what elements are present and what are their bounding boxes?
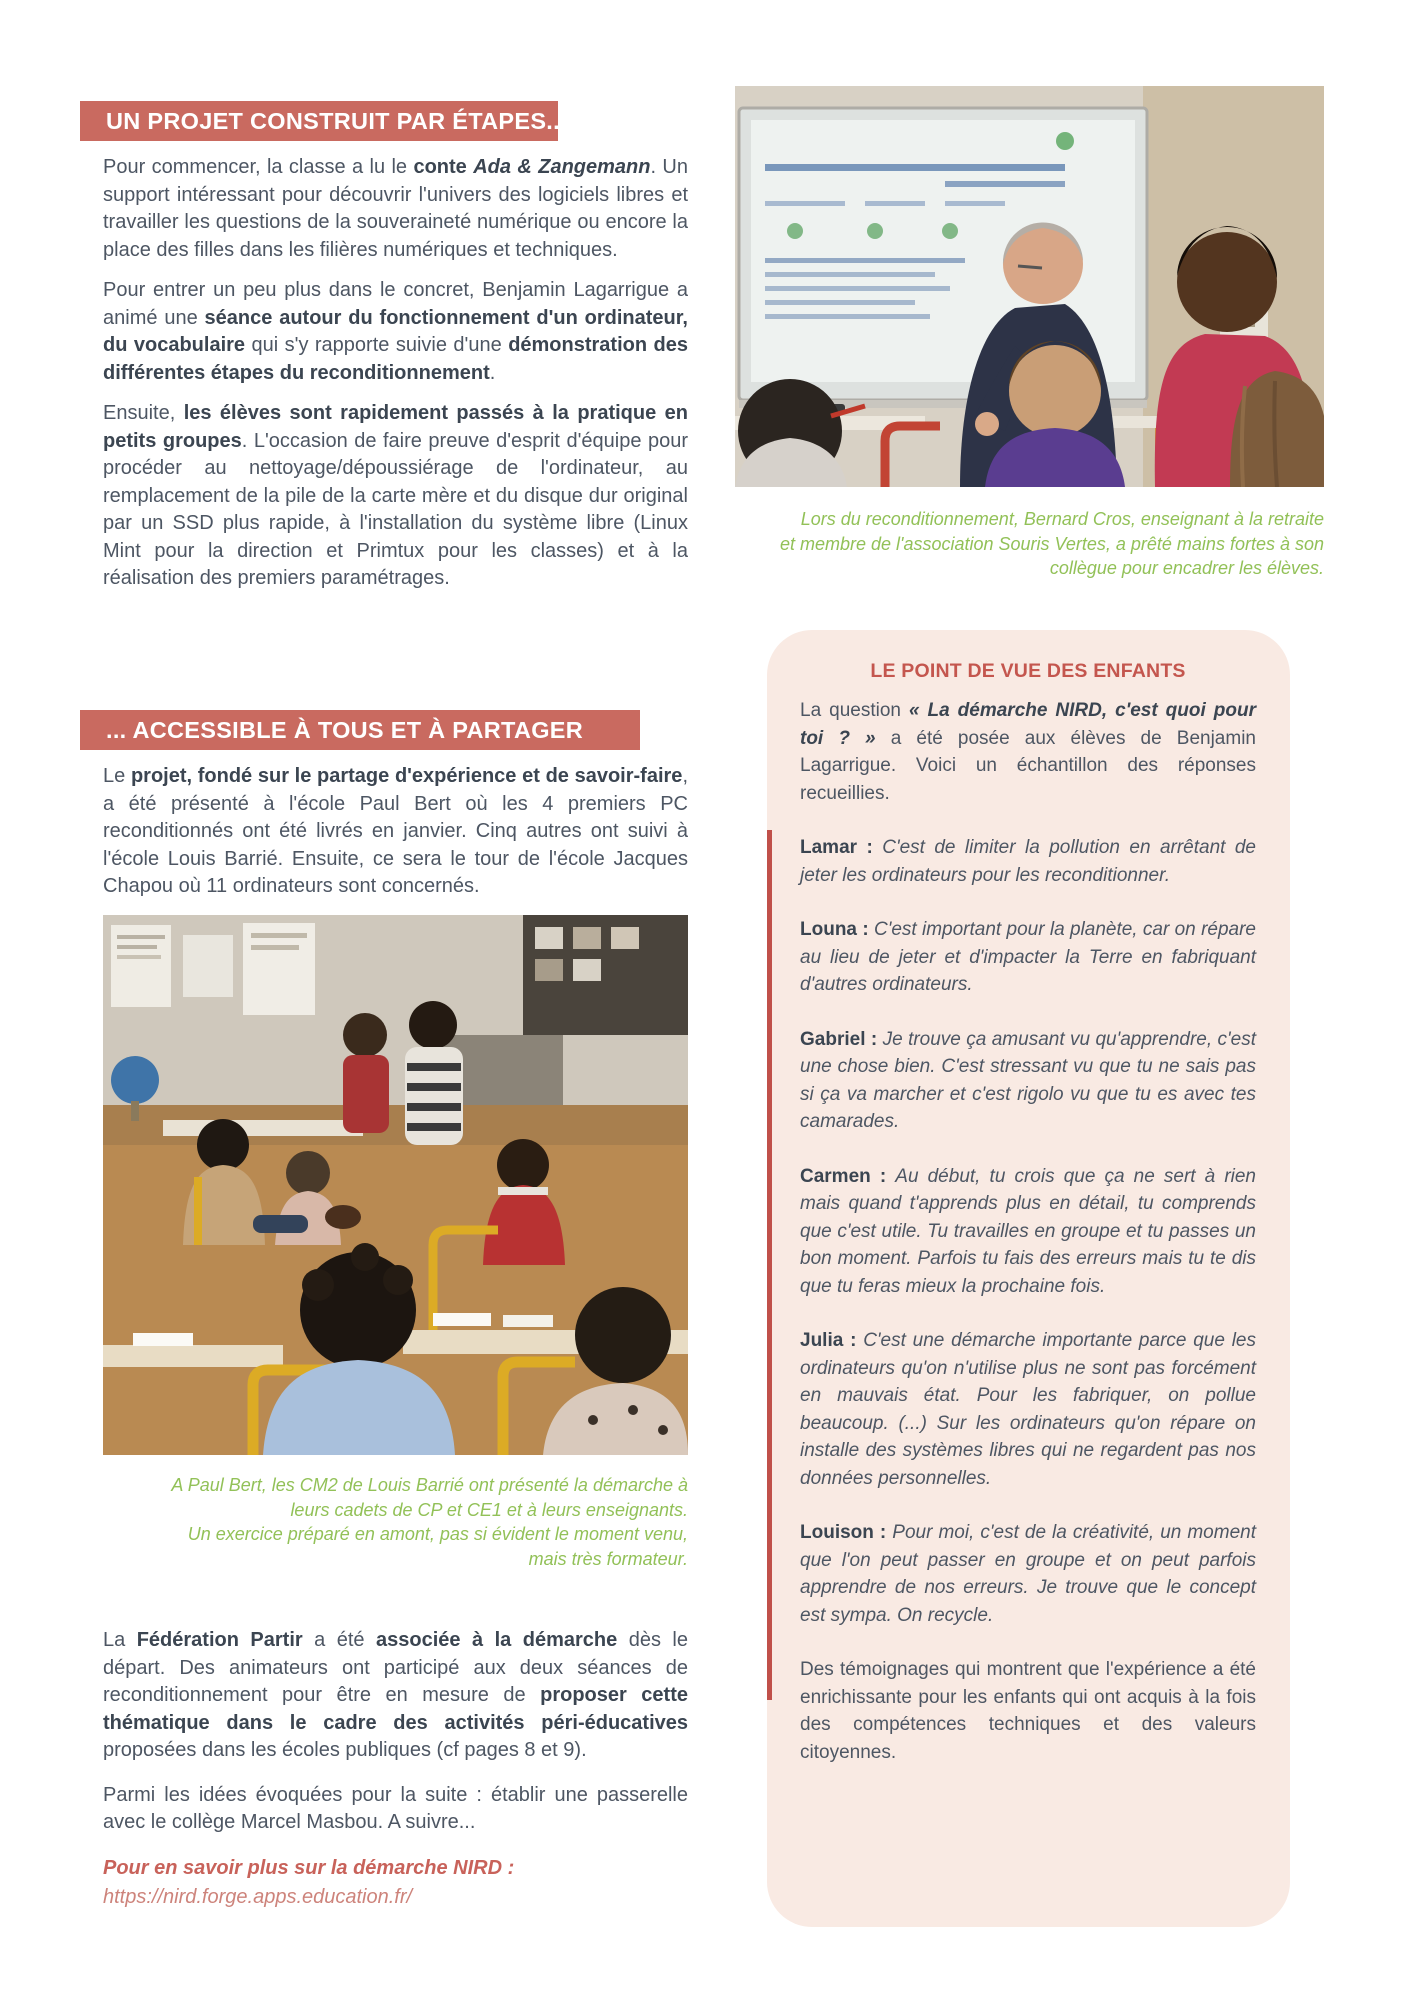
- quote-text: C'est important pour la planète, car on répare au lieu de jeter et d'impacter la Terre en fabriquant d'autres ordinateurs.: [800, 919, 1256, 995]
- quote-text: C'est une démarche importante parce que les ordinateurs qu'on n'utilise plus ne sont pas forcément en mauvais état. Pour les fabriquer, on pollue beaucoup. (...) Sur les ordinateurs qu'on répare on installe des systèmes libres qui ne regardent pas nos données personnelles.: [800, 1330, 1256, 1489]
- caption-line: et membre de l'association Souris Vertes, a prêté mains fortes à son: [779, 533, 1324, 554]
- quote-text: Au début, tu crois que ça ne sert à rien mais quand t'apprends plus en détail, tu comprends que c'est utile. Tu travailles en groupe et tu passes un bon moment. Parfois tu fais des erreurs mais tu te dis que tu feras mieux la prochaine fois.: [800, 1165, 1257, 1297]
- caption-line: Lors du reconditionnement, Bernard Cros, enseignant à la retraite: [800, 509, 1324, 529]
- quote-text: C'est de limiter la pollution en arrêtant de jeter les ordinateurs pour les reconditionner.: [800, 837, 1256, 886]
- workshop-illustration: [735, 86, 1324, 487]
- caption-line: collègue pour encadrer les élèves.: [1049, 558, 1324, 578]
- quote-separator: :: [865, 1028, 883, 1050]
- more-info-block: [103, 1854, 688, 1912]
- caption-line: mais très formateur.: [528, 1548, 688, 1569]
- quote-separator: :: [843, 1330, 864, 1351]
- quote-carmen: [800, 1163, 1256, 1301]
- reconditioning-workshop-photo: [735, 86, 1324, 487]
- quote-accent-bar: [767, 830, 772, 1700]
- paragraph-partage: Le projet, fondé sur le partage d'expérience et de savoir-faire, a été présenté à l'école Paul Bert où les 4 premiers PC reconditionnés ont été livrés en janvier. Cinq autres ont suivi à l'école Louis Barrié. Ensuite, ce sera le tour de l'école Jacques Chapou où 11 ordinateurs sont concernés.: [103, 765, 688, 897]
- caption-line: A Paul Bert, les CM2 de Louis Barrié ont présenté la démarche à: [171, 1475, 688, 1495]
- paragraph-suite: Parmi les idées évoquées pour la suite : établir une passerelle avec le collège Marcel Masbou. A suivre...: [103, 1783, 688, 1833]
- quote-julia: [800, 1327, 1256, 1492]
- quote-author: Carmen: [800, 1165, 871, 1187]
- quote-author: Gabriel: [800, 1028, 866, 1050]
- box-title: LE POINT DE VUE DES ENFANTS: [870, 660, 1186, 682]
- section-projet: [80, 101, 688, 593]
- quote-separator: :: [857, 837, 883, 858]
- paragraph-federation: La Fédération Partir a été associée à la démarche dès le départ. Des animateurs ont participé aux deux séances de reconditionnement pour être en mesure de proposer cette thématique dans le cadre des activités péri-éducatives proposées dans les écoles publiques (cf pages 8 et 9).: [103, 1629, 688, 1761]
- paragraph-seance: Pour entrer un peu plus dans le concret, Benjamin Lagarrigue a animé une séance autour du fonctionnement d'un ordinateur, du vocabulaire qui s'y rapporte suivie d'une démonstration des différentes étapes du reconditionnement.: [103, 279, 688, 384]
- classroom-presentation-photo: [103, 915, 688, 1455]
- quote-louison: [800, 1519, 1256, 1629]
- quote-text: Je trouve ça amusant vu qu'apprendre, c'est une chose bien. C'est stressant vu que tu ne sais pas si ça va marcher et c'est rigolo vu que tu es avec tes camarades.: [800, 1028, 1256, 1132]
- paragraph-conte: Pour commencer, la classe a lu le conte Ada & Zangemann. Un support intéressant pour découvrir l'univers des logiciels libres et travailler les questions de la souveraineté numérique ou encore la place des filles dans les filières numériques et techniques.: [103, 156, 689, 261]
- quote-separator: :: [857, 919, 874, 940]
- box-outro: Des témoignages qui montrent que l'expérience a été enrichissante pour les enfants qui ont acquis à la fois des compétences techniques et des valeurs citoyennes.: [800, 1659, 1256, 1763]
- quote-author: Julia: [800, 1330, 844, 1351]
- caption-line: leurs cadets de CP et CE1 et à leurs enseignants.: [290, 1499, 688, 1520]
- quote-louna: [800, 916, 1256, 999]
- box-intro: La question « La démarche NIRD, c'est quoi pour toi ? » a été posée aux élèves de Benjamin Lagarrigue. Voici un échantillon des réponses recueillies.: [800, 700, 1256, 804]
- section-federation: [80, 1610, 688, 1912]
- left-photo-caption: [103, 1473, 688, 1571]
- quote-author: Lamar: [800, 837, 858, 858]
- caption-line: Un exercice préparé en amont, pas si évident le moment venu,: [187, 1524, 688, 1544]
- section-heading-accessible: ... ACCESSIBLE À TOUS ET À PARTAGER: [80, 710, 640, 750]
- more-info-label: Pour en savoir plus sur la démarche NIRD :: [103, 1856, 515, 1879]
- quote-text: Pour moi, c'est de la créativité, un moment que l'on peut passer en groupe et on peut parfois apprendre de nos erreurs. Je trouve que le concept est sympa. On recycle.: [800, 1522, 1256, 1626]
- quote-separator: :: [870, 1165, 896, 1187]
- right-photo-caption: [735, 507, 1324, 581]
- nird-link[interactable]: https://nird.forge.apps.education.fr/: [103, 1885, 413, 1908]
- quote-separator: :: [873, 1522, 893, 1543]
- quote-gabriel: [800, 1026, 1256, 1136]
- quote-lamar: [800, 834, 1256, 889]
- quote-author: Louison: [800, 1522, 874, 1543]
- paragraph-pratique: Ensuite, les élèves sont rapidement passés à la pratique en petits groupes. L'occasion de faire preuve d'esprit d'équipe pour procéder au nettoyage/dépoussiérage de l'ordinateur, au remplacement de la pile de la carte mère et du disque dur original par un SSD plus rapide, à l'installation du système libre (Linux Mint pour la direction et Primtux pour les classes) et à la réalisation des premiers paramétrages.: [103, 402, 689, 589]
- classroom-presentation-illustration: [103, 915, 688, 1455]
- section-accessible: [80, 710, 688, 901]
- quote-author: Louna: [800, 919, 857, 940]
- children-viewpoint-box: [767, 630, 1290, 1927]
- section-heading-projet: UN PROJET CONSTRUIT PAR ÉTAPES...: [80, 101, 558, 141]
